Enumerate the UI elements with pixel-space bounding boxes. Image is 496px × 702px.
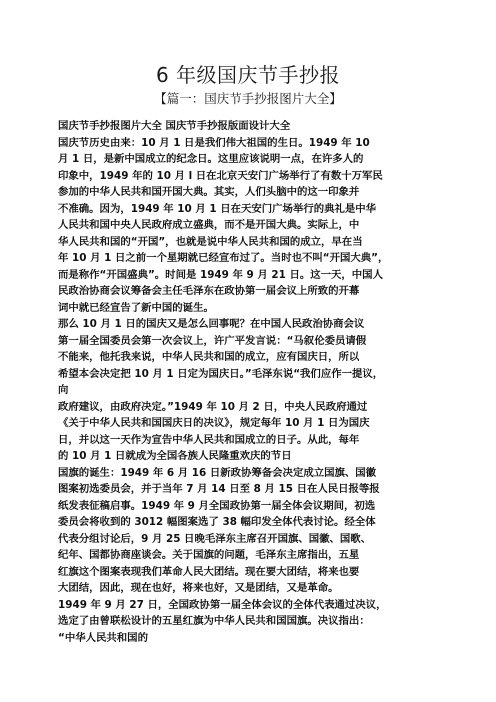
body-text-line: 词中就已经宣告了新中国的诞生。 [58,301,214,314]
body-text-line: 国庆节手抄报图片大全 国庆节手抄报版面设计大全 [58,120,291,132]
body-text-line: 纪年、国都协商座谈会。关于国旗的问题，毛泽东主席指出，五星 [58,549,360,561]
body-text-line: 选定了由曾联松设计的五星红旗为中华人民共和国国旗。决议指出： [58,615,370,627]
body-text-line: 月 1 日，是新中国成立的纪念日。这里应该说明一点，在许多人的 [58,153,364,165]
body-text-line: 图案初选委员会，并于当年 7 月 14 日至 8 月 15 日在人民日报等报 [58,483,380,495]
body-text-line: 不能来，他托我来说，中华人民共和国的成立，应有国庆日，所以 [58,351,360,363]
body-text-line: 国庆节历史由来：10 月 1 日是我们伟大祖国的生日。1949 年 10 [58,136,370,149]
body-text-line: 纸发表征稿启事。1949 年 9 月全国政协第一届全体会议期间，初选 [58,499,376,512]
body-text-line: 而是称作“开国盛典”。时间是 1949 年 9 月 21 日。这一天，中国人 [58,268,383,281]
body-text-line: 《关于中华人民共和国国庆日的决议》，规定每年 10 月 1 日为国庆 [58,417,370,429]
body-text-line: “中华人民共和国的 [58,631,148,644]
body-text-line: 委员会将收到的 3012 幅图案选了 38 幅印发全体代表讨论。经全体 [58,516,376,528]
body-text-line: 希望本会决定把 10 月 1 日定为国庆日。”毛泽东说“我们应作一提议， [58,367,384,380]
body-text-line: 那么 10 月 1 日的国庆又是怎么回事呢？在中国人民政治协商会议 [58,318,365,330]
body-text-line: 的 10 月 1 日就成为全国各族人民隆重欢庆的节日 [58,450,292,462]
body-text-line: 日，并以这一天作为宣告中华人民共和国成立的日子。从此，每年 [58,433,360,446]
body-text-line: 年 10 月 1 日之前一个星期就已经宣布过了。当时也不叫“开国大典”， [58,252,389,264]
body-text-line: 人民共和国中央人民政府成立盛典，而不是开国大典。实际上，中 [58,219,360,231]
body-text-line: 向 [58,384,69,396]
document-subtitle: 【篇一：国庆节手抄报图片大全】 [154,91,342,106]
body-text-line: 代表分组讨论后，9 月 25 日晚毛泽东主席召开国旗、国徽、国歌、 [58,532,372,545]
document-title: 6 年级国庆节手抄报 [155,63,341,87]
body-text-line: 参加的中华人民共和国开国大典。其实，人们头脑中的这一印象并 [58,186,360,198]
body-text-line: 印象中，1949 年的 10 月 l 日在北京天安门广场举行了有数十万军民 [58,169,383,182]
document-body [58,118,454,646]
body-text-line: 政府建议，由政府决定。”1949 年 10 月 2 日，中央人民政府通过 [58,400,368,413]
body-text-line: 民政治协商会议筹备会主任毛泽东在政协第一届会议上所致的开幕 [58,285,360,297]
body-text-line: 大团结，因此，现在也好，将来也好，又是团结，又是革命。 [58,582,339,594]
body-text-line: 1949 年 9 月 27 日，全国政协第一届全体会议的全体代表通过决议， [58,598,387,611]
body-text-line: 华人民共和国的“开国”，也就是说中华人民共和国的成立，早在当 [58,235,363,248]
body-text-line: 红旗这个图案表现我们革命人民大团结。现在要大团结，将来也要 [58,565,360,578]
body-text-line: 国旗的诞生：1949 年 6 月 16 日新政协筹备会决定成立国旗、国徽 [58,466,377,479]
body-text-line: 不准确。因为，1949 年 10 月 1 日在天安门广场举行的典礼是中华 [58,202,377,215]
body-text-line: 第一届全国委员会第一次会议上，许广平发言说：“马叙伦委员请假 [58,334,367,347]
